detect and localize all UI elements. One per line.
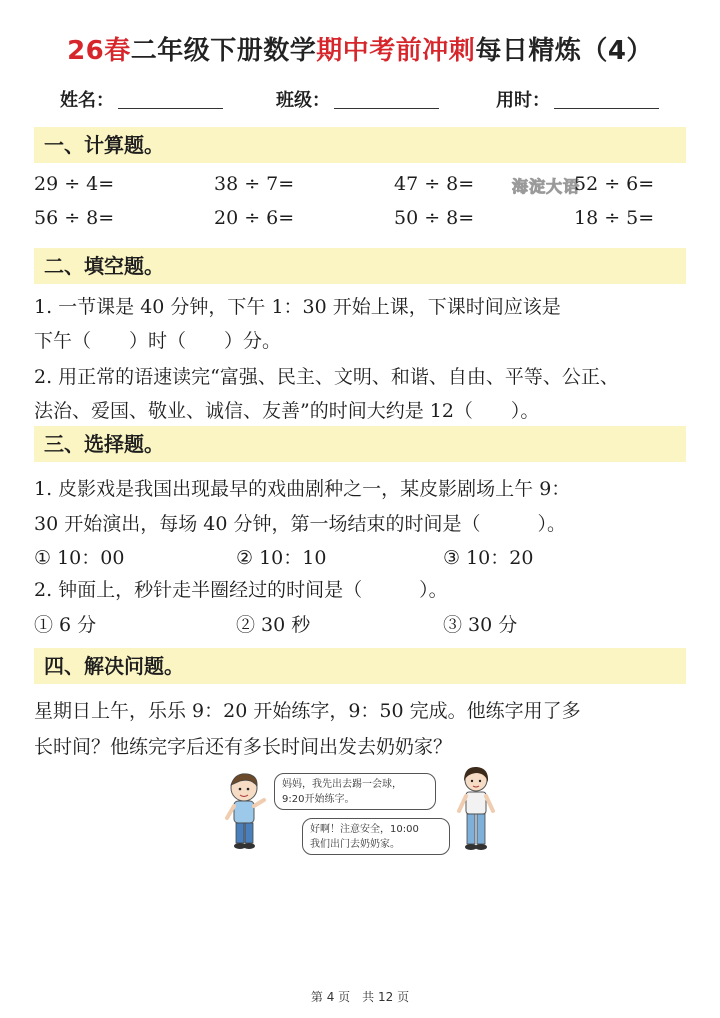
page-footer: 第 4 页 共 12 页	[310, 990, 410, 1004]
section-fill-title: 二、填空题。	[44, 254, 164, 278]
bubble-text: 我们出门去奶奶家。	[310, 839, 400, 850]
bubble-text: 妈妈，我先出去踢一会球，	[282, 779, 402, 790]
question-text	[34, 732, 689, 759]
choice-option[interactable]: ① 10：00	[34, 547, 125, 569]
speech-bubble-child	[274, 773, 436, 810]
calc-item: 50 ÷ 8=	[394, 207, 475, 229]
speech-bubble-mom	[302, 818, 450, 855]
choice-option[interactable]: ③ 30 分	[443, 614, 518, 636]
question-text: 1. 皮影戏是我国出现最早的戏曲剧种之一，某皮影剧场上午 9：	[34, 478, 571, 500]
section-choice-header	[34, 426, 686, 462]
calc-item: 18 ÷ 5=	[574, 207, 655, 229]
calc-item: 47 ÷ 8=	[394, 173, 475, 195]
section-calc-title: 一、计算题。	[44, 133, 164, 157]
section-choice-title: 三、选择题。	[44, 432, 164, 456]
name-field[interactable]	[60, 86, 223, 112]
watermark: 海淀大语	[512, 177, 581, 196]
section-solve-header	[34, 648, 686, 684]
calc-item: 52 ÷ 6=	[574, 173, 655, 195]
mother-illustration	[452, 765, 500, 855]
choice-option[interactable]: ① 6 分	[34, 614, 97, 636]
title-grade: 二年级下册数学	[130, 36, 317, 66]
name-label: 姓名：	[60, 90, 114, 111]
calc-item: 29 ÷ 4=	[34, 173, 115, 195]
boy-illustration	[218, 770, 273, 855]
class-blank[interactable]	[334, 92, 439, 109]
time-blank[interactable]	[554, 92, 659, 109]
choice-option[interactable]: ③ 10：20	[443, 547, 534, 569]
name-blank[interactable]	[118, 92, 223, 109]
section-solve-title: 四、解决问题。	[44, 654, 184, 678]
time-label: 用时：	[496, 90, 550, 111]
question-text: 2. 钟面上，秒针走半圈经过的时间是（ ）。	[34, 579, 448, 601]
time-field[interactable]	[496, 86, 659, 112]
section-fill-header	[34, 248, 686, 284]
question-text: 1. 一节课是 40 分钟，下午 1：30 开始上课，下课时间应该是	[34, 296, 561, 318]
question-text: 下午（ ）时（ ）分。	[34, 330, 282, 352]
question-text-rest: ？他练完字后还有多长时间出发去奶奶家？	[91, 736, 453, 758]
section-calc-header	[34, 127, 686, 163]
question-text: 2. 用正常的语速读完“富强、民主、文明、和谐、自由、平等、公正、	[34, 366, 619, 388]
page-title	[0, 30, 720, 67]
title-year: 26	[67, 36, 105, 66]
question-text: 法治、爱国、敬业、诚信、友善”的时间大约是 12（ ）。	[34, 400, 540, 422]
title-suffix: 每日精炼（4）	[475, 36, 653, 66]
bubble-text: 好啊！注意安全，10:00	[310, 824, 419, 835]
choice-option[interactable]: ② 30 秒	[236, 614, 311, 636]
choice-option[interactable]: ② 10：10	[236, 547, 327, 569]
title-highlight: 期中考前冲刺	[316, 36, 476, 66]
question-text-start: 长时间	[34, 736, 92, 758]
calc-item: 56 ÷ 8=	[34, 207, 115, 229]
question-text: 30 开始演出，每场 40 分钟，第一场结束的时间是（ ）。	[34, 513, 566, 535]
class-field[interactable]	[276, 86, 439, 112]
bubble-text: 9:20开始练字。	[282, 794, 355, 805]
question-text: 星期日上午，乐乐 9：20 开始练字，9：50 完成。他练字用了多	[34, 700, 581, 722]
calc-item: 38 ÷ 7=	[214, 173, 295, 195]
class-label: 班级：	[276, 90, 330, 111]
calc-item: 20 ÷ 6=	[214, 207, 295, 229]
title-season: 春	[104, 36, 131, 66]
